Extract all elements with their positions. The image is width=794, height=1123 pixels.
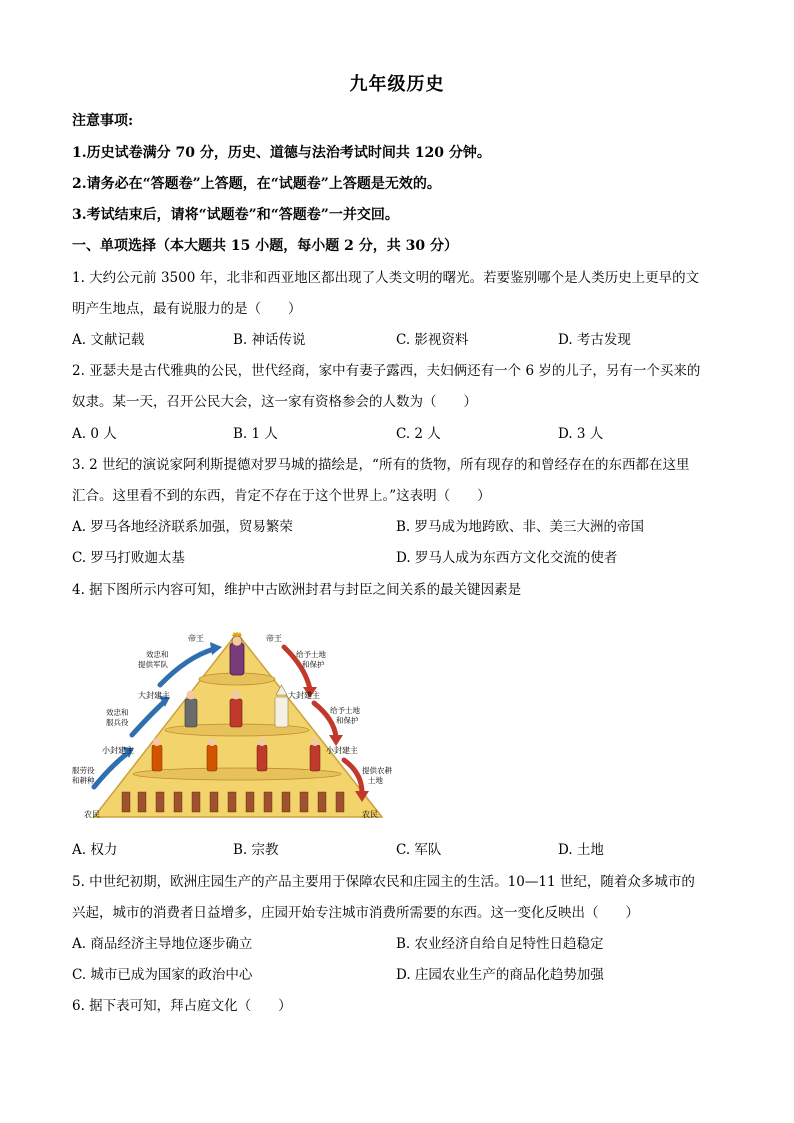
rank-label: 农民 [362, 810, 378, 819]
lesser-lord-figure [257, 738, 267, 771]
relation-label: 效忠和服兵役 [106, 708, 129, 727]
question-text: 5. 中世纪初期，欧洲庄园生产的产品主要用于保障农民和庄园主的生活。10—11 世纪，随着众多城市的 [72, 874, 695, 890]
option: B. 罗马成为地跨欧、非、美三大洲的帝国 [396, 519, 645, 535]
relation-label: 服劳役和耕种 [72, 766, 95, 785]
question-text: 1. 大约公元前 3500 年，北非和西亚地区都出现了人类文明的曙光。若要鉴别哪个是人类历史上更早的文 [72, 270, 700, 286]
notice-heading: 注意事项: [72, 113, 134, 129]
arrowhead-icon [210, 642, 222, 655]
question-text: 奴隶。某一天，召开公民大会，这一家有资格参会的人数为（ ） [72, 394, 477, 410]
option: D. 庄园农业生产的商品化趋势加强 [396, 967, 604, 983]
tier-platform [133, 768, 341, 780]
option: A. 0 人 [72, 426, 117, 442]
option: D. 3 人 [558, 426, 604, 442]
option: D. 土地 [558, 842, 604, 858]
rank-label: 小封建主 [102, 746, 134, 755]
option: A. 文献记载 [72, 332, 145, 348]
question-text: 汇合。这里看不到的东西，肯定不存在于这个世界上。”这表明（ ） [72, 488, 491, 504]
page-title: 九年级历史 [349, 74, 445, 95]
question-text: 4. 据下图所示内容可知，维护中古欧洲封君与封臣之间关系的最关键因素是 [72, 582, 522, 598]
rank-label: 农民 [84, 810, 100, 819]
rank-label: 帝王 [188, 634, 204, 643]
option: B. 神话传说 [233, 332, 306, 348]
relation-label: 提供农耕土地 [362, 766, 392, 785]
question-text: 明产生地点，最有说服力的是（ ） [72, 301, 302, 317]
rank-label: 大封建主 [138, 691, 170, 700]
question-text: 6. 据下表可知，拜占庭文化（ ） [72, 998, 292, 1014]
option: B. 1 人 [233, 426, 278, 442]
option: C. 城市已成为国家的政治中心 [72, 967, 253, 983]
option: B. 宗教 [233, 842, 279, 858]
relation-label: 给予土地和保护 [330, 706, 360, 725]
question-text: 3. 2 世纪的演说家阿利斯提德对罗马城的描绘是，“所有的货物，所有现存的和曾经存在的东西都在这里 [72, 457, 690, 473]
option: D. 罗马人成为东西方文化交流的使者 [396, 550, 618, 566]
rank-label: 大封建主 [288, 691, 320, 700]
great-lord-figure [230, 691, 242, 728]
arrowhead-icon [329, 735, 343, 746]
option: C. 军队 [396, 842, 442, 858]
option: A. 商品经济主导地位逐步确立 [72, 936, 253, 952]
question-text: 兴起，城市的消费者日益增多，庄园开始专注城市消费所需要的东西。这一变化反映出（ ） [72, 905, 639, 921]
relation-label: 给予土地和保护 [296, 650, 326, 669]
option: A. 罗马各地经济联系加强，贸易繁荣 [72, 519, 293, 535]
left-arrow-icon [132, 702, 164, 735]
notice-item: 3.考试结束后，请将“试题卷”和“答题卷”一并交回。 [72, 207, 399, 223]
relation-label: 效忠和提供军队 [138, 650, 169, 669]
notice-item: 2.请务必在“答题卷”上答题，在“试题卷”上答题是无效的。 [72, 176, 441, 192]
option: B. 农业经济自给自足特性日趋稳定 [396, 936, 604, 952]
option: A. 权力 [72, 842, 118, 858]
option: C. 2 人 [396, 426, 441, 442]
great-lord-figure [185, 691, 197, 728]
option: D. 考古发现 [558, 332, 631, 348]
lesser-lord-figure [310, 738, 320, 771]
lesser-lord-figure [152, 738, 162, 771]
feudal-pyramid-diagram [72, 627, 412, 823]
option: C. 罗马打败迦太基 [72, 550, 185, 566]
section-heading: 一、单项选择（本大题共 15 小题，每小题 2 分，共 30 分） [72, 238, 458, 254]
rank-label: 小封建主 [326, 746, 358, 755]
lesser-lord-figure [207, 738, 217, 771]
option: C. 影视资料 [396, 332, 469, 348]
question-text: 2. 亚瑟夫是古代雅典的公民，世代经商，家中有妻子露西，夫妇俩还有一个 6 岁的儿子，另有一个买来的 [72, 363, 701, 379]
notice-item: 1.历史试卷满分 70 分，历史、道德与法治考试时间共 120 分钟。 [72, 145, 491, 161]
rank-label: 帝王 [266, 634, 282, 643]
